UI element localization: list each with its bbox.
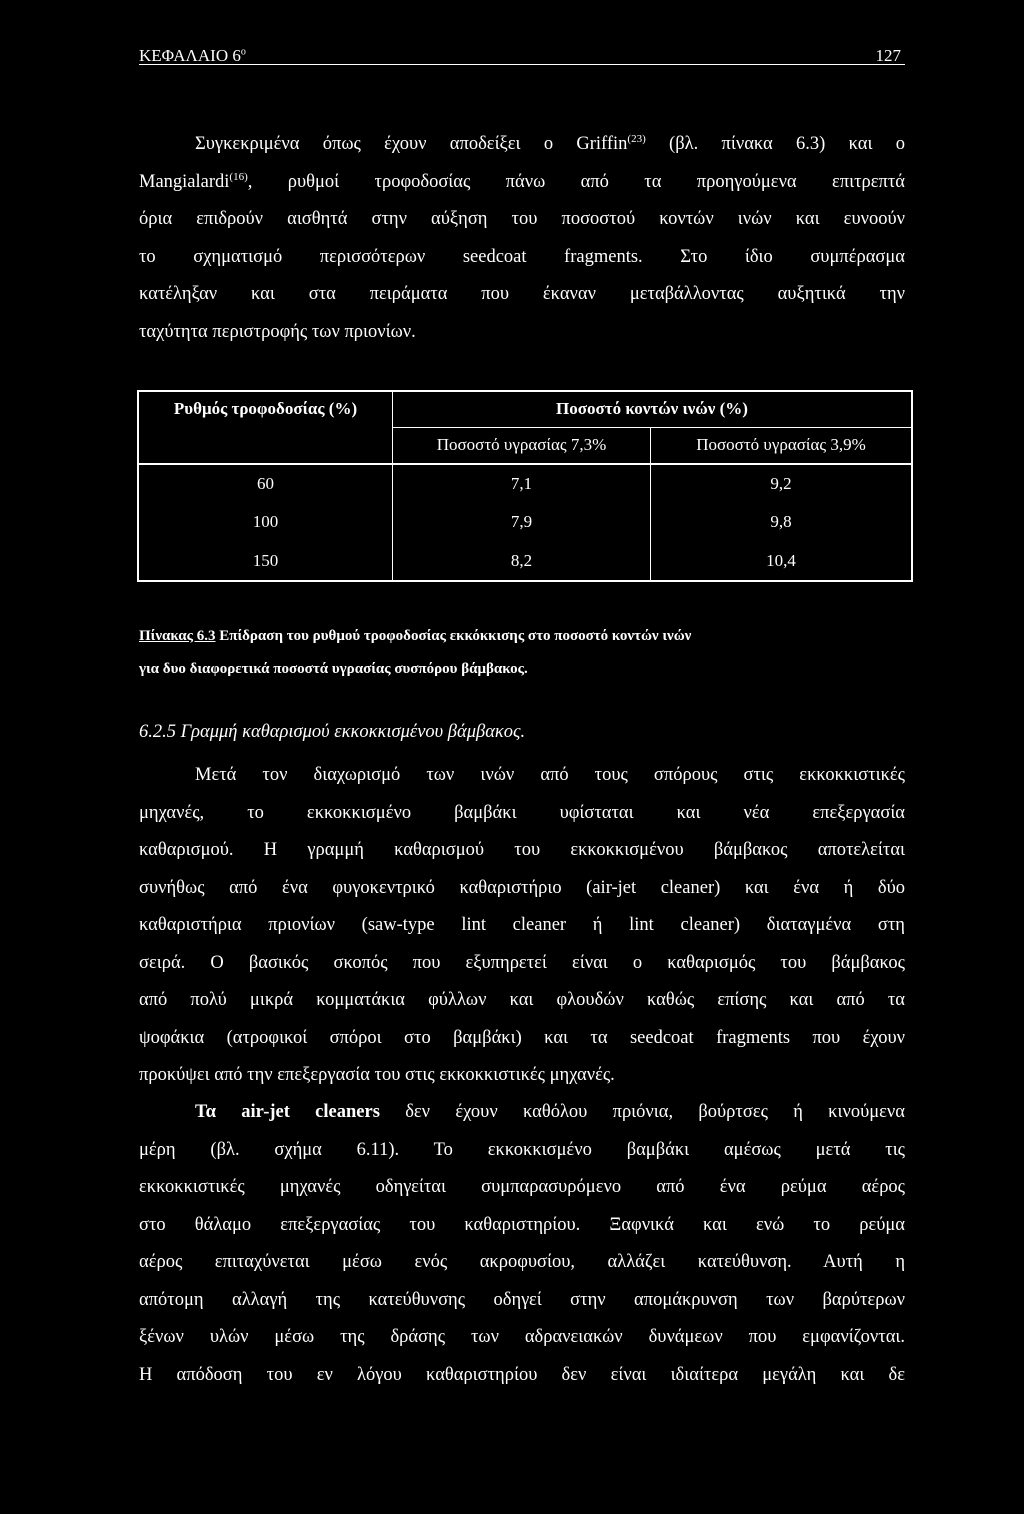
table-row: [138, 542, 912, 581]
text-line: μέρη (βλ. σχήμα 6.11). Το εκκοκκισμένο βαμβάκι αμέσως μετά τις: [139, 1139, 905, 1160]
text-line: προκύψει από την επεξεργασία του στις εκκοκκιστικές μηχανές.: [139, 1065, 615, 1085]
text-line: Συγκεκριμένα όπως έχουν αποδείξει ο Griffin$^{(23)}$ (βλ. πίνακα 6.3) και ο: [195, 133, 905, 154]
table-caption: [139, 620, 905, 686]
table-row: [138, 464, 912, 503]
col-header-short-fibers: Ποσοστό κοντών ινών (%): [393, 391, 913, 427]
cell-value-2: 9,2: [651, 464, 913, 503]
text-line: συνήθως από ένα φυγοκεντρικό καθαριστήριο (air-jet cleaner) και ένα ή δύο: [139, 877, 905, 898]
text-line: ταχύτητα περιστροφής των πριονίων.: [139, 321, 416, 342]
text-line: ξένων υλών μέσω της δράσης των αδρανειακών δυνάμεων που εμφανίζονται.: [139, 1327, 905, 1347]
section-heading: 6.2.5 Γραμμή καθαρισμού εκκοκκισμένου βάμβακος.: [139, 722, 526, 742]
cell-value-1: 8,2: [393, 542, 651, 581]
caption-line: Πίνακας 6.3 Επίδραση του ρυθμού τροφοδοσίας εκκόκκισης στο ποσοστό κοντών ινών: [139, 628, 692, 644]
col-header-moisture-1: Ποσοστό υγρασίας 7,3%: [393, 427, 651, 463]
table-header-row: [138, 391, 912, 427]
cell-rate: 60: [138, 464, 393, 503]
cell-value-2: 10,4: [651, 542, 913, 581]
text-line: στο θάλαμο επεξεργασίας του καθαριστηρίου. Ξαφνικά και ενώ το ρεύμα: [139, 1214, 905, 1235]
text-line: το σχηματισμό περισσότερων seedcoat fragments. Στο ίδιο συμπέρασμα: [139, 246, 905, 267]
chapter-title: ΚΕΦΑΛΑΙΟ $6^o$: [139, 46, 246, 65]
text-line: από πολύ μικρά κομματάκια φύλλων και φλουδών καθώς επίσης και από τα: [139, 990, 905, 1010]
text-line: ψοφάκια (ατροφικοί σπόροι στο βαμβάκι) και τα seedcoat fragments που έχουν: [139, 1027, 905, 1048]
data-table: [137, 390, 913, 582]
text-line: Μετά τον διαχωρισμό των ινών από τους σπόρους στις εκκοκκιστικές: [195, 765, 905, 785]
text-line: απότομη αλλαγή της κατεύθυνσης οδηγεί στην απομάκρυνση των βαρύτερων: [139, 1289, 905, 1310]
cell-rate: 150: [138, 542, 393, 581]
col-header-feed-rate: Ρυθμός τροφοδοσίας (%): [138, 391, 393, 464]
paragraph-intro: [139, 126, 905, 351]
cell-value-2: 9,8: [651, 503, 913, 541]
text-line: μηχανές, το εκκοκκισμένο βαμβάκι υφίσταται και νέα επεξεργασία: [139, 802, 905, 823]
table-row: [138, 503, 912, 541]
paragraph-cleaning-line: [139, 757, 905, 1095]
text-line: εκκοκκιστικές μηχανές οδηγείται συμπαρασυρόμενο από ένα ρεύμα αέρος: [139, 1177, 905, 1197]
caption-line: για δυο διαφορετικά ποσοστά υγρασίας συσπόρου βάμβακος.: [139, 661, 528, 677]
text-line: σειρά. Ο βασικός σκοπός που εξυπηρετεί είναι ο καθαρισμός του βάμβακος: [139, 952, 905, 973]
col-header-moisture-2: Ποσοστό υγρασίας 3,9%: [651, 427, 913, 463]
page-number: 127: [875, 46, 901, 65]
text-line: κατέληξαν και στα πειράματα που έκαναν μεταβάλλοντας αυξητικά την: [139, 284, 905, 304]
cell-value-1: 7,9: [393, 503, 651, 541]
text-line: καθαρισμού. Η γραμμή καθαρισμού του εκκοκκισμένου βάμβακος αποτελείται: [139, 840, 905, 860]
text-line: Mangialardi$^{(16)}$, ρυθμοί τροφοδοσίας πάνω από τα προηγούμενα επιτρεπτά: [139, 170, 905, 192]
text-line: καθαριστήρια πριονίων (saw-type lint cleaner ή lint cleaner) διαταγμένα στη: [139, 915, 905, 935]
caption-label: Πίνακας 6.3: [139, 628, 216, 644]
paragraph-air-jet: [139, 1094, 905, 1394]
cell-value-1: 7,1: [393, 464, 651, 503]
page-header: [139, 38, 905, 65]
text-line: Η απόδοση του εν λόγου καθαριστηρίου δεν είναι ιδιαίτερα μεγάλη και δε: [139, 1364, 905, 1385]
text-line: όρια επιδρούν αισθητά στην αύξηση του ποσοστού κοντών ινών και ευνοούν: [139, 209, 905, 229]
cell-rate: 100: [138, 503, 393, 541]
text-line: αέρος επιταχύνεται μέσω ενός ακροφυσίου, αλλάζει κατεύθυνση. Αυτή η: [139, 1252, 905, 1272]
text-line: Τα air-jet cleaners δεν έχουν καθόλου πριόνια, βούρτσες ή κινούμενα: [195, 1102, 905, 1122]
